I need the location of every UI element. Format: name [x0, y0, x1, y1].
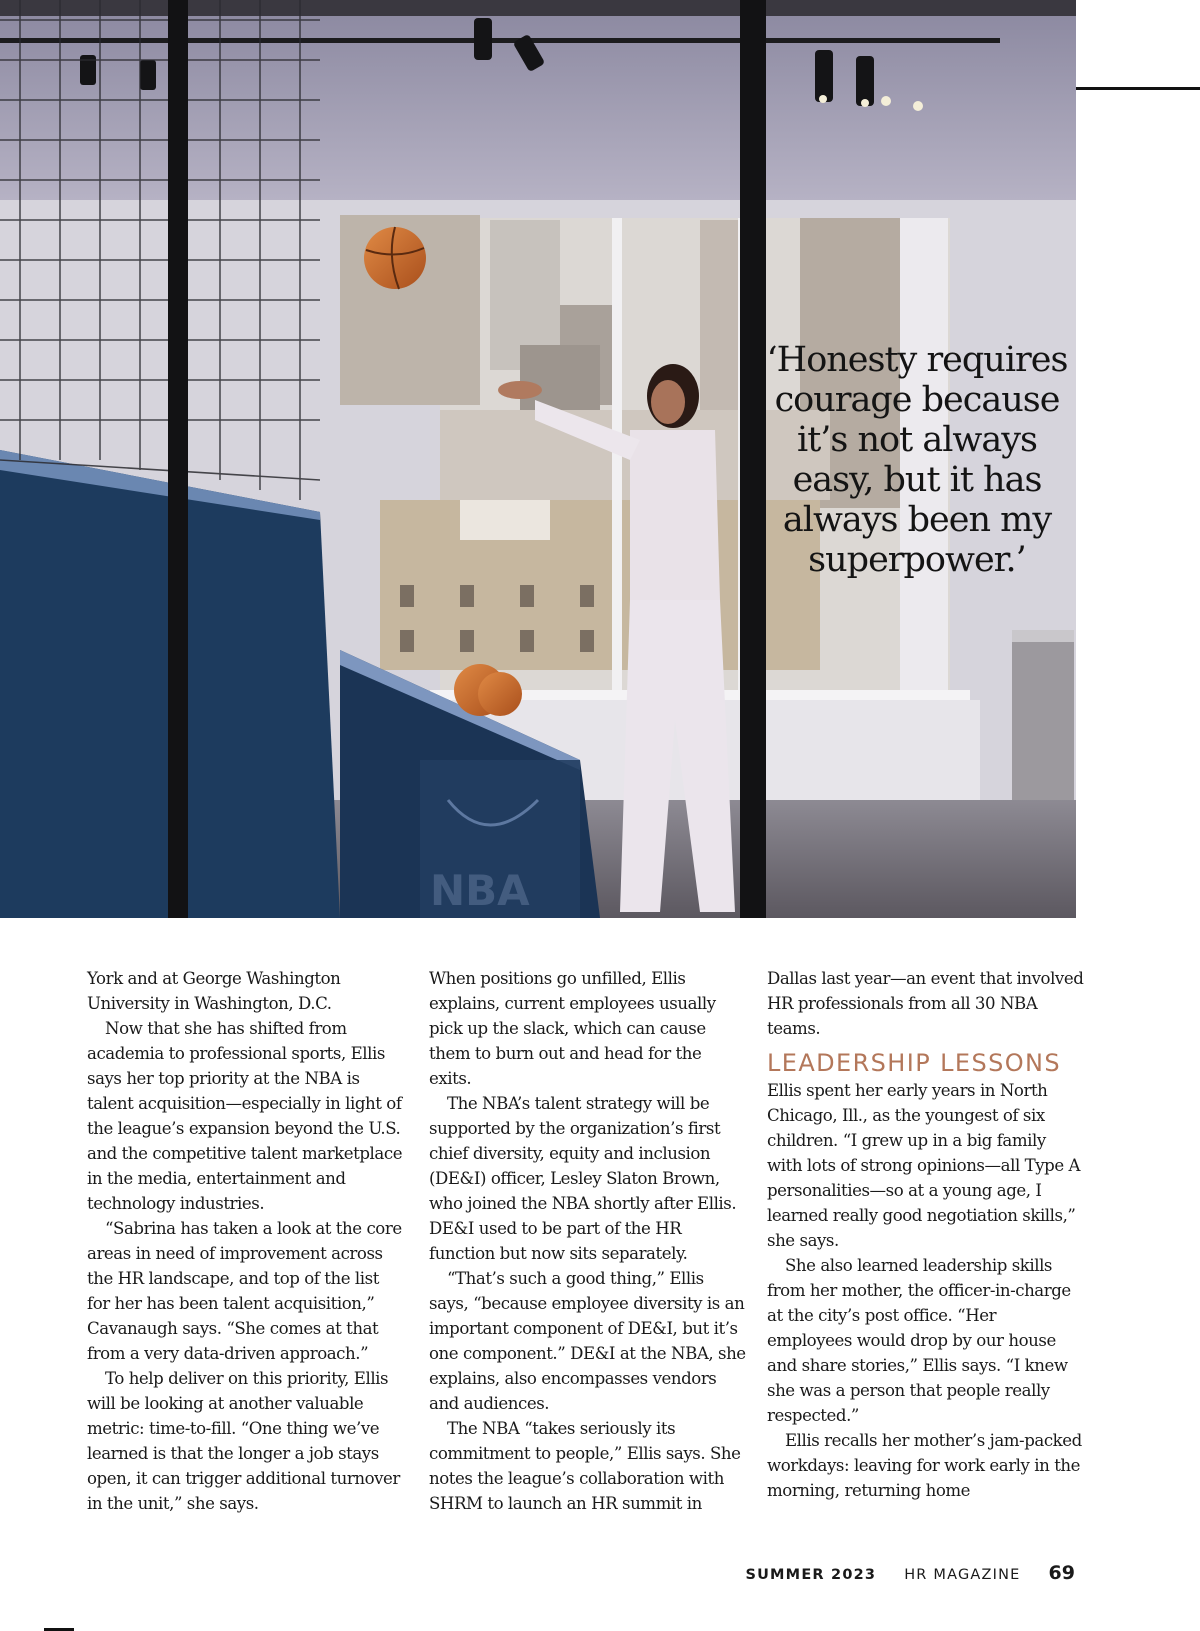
paragraph: “That’s such a good thing,” Ellis says, “because employee diversity is an important component of DE&I, but it’s one component.” DE&I at the NBA, she explains, also encompasses vendors and audiences.: [429, 1269, 746, 1413]
article-column-2: [429, 966, 747, 1516]
page-number: 69: [1048, 1562, 1075, 1584]
pull-quote: ‘Honesty requires courage because it’s not always easy, but it has always been my superpower.’: [766, 340, 1068, 580]
paragraph: York and at George Washington University in Washington, D.C.: [87, 969, 341, 1013]
article-column-3: [767, 966, 1085, 1503]
top-decorative-rule: [1076, 87, 1200, 90]
paragraph: The NBA’s talent strategy will be supported by the organization’s first chief diversity, equity and inclusion (DE&I) officer, Lesley Slaton Brown, who joined the NBA shortly after Ellis. DE&I used to be part of the HR function but now sits separately.: [429, 1094, 737, 1263]
paragraph: Now that she has shifted from academia to professional sports, Ellis says her top priority at the NBA is talent acquisition—especially in light of the league’s expansion beyond the U.S. and the competitive talent marketplace in the media, entertainment and technology industries.: [87, 1019, 403, 1213]
paragraph: Ellis spent her early years in North Chicago, Ill., as the youngest of six children. “I grew up in a big family with lots of strong opinions—all Type A personalities—so at a young age, I learned really good negotiation skills,” she says.: [767, 1081, 1081, 1250]
paragraph: The NBA “takes seriously its commitment to people,” Ellis says. She notes the league’s collaboration with SHRM to launch an HR summit in: [429, 1419, 741, 1513]
paragraph: To help deliver on this priority, Ellis will be looking at another valuable metric: time-to-fill. “One thing we’ve learned is that the longer a job stays open, it can trigger additional turnover in the unit,” she says.: [87, 1369, 400, 1513]
issue-date: SUMMER 2023: [745, 1567, 877, 1583]
page-footer: [745, 1562, 1075, 1584]
paragraph: Ellis recalls her mother’s jam-packed workdays: leaving for work early in the morning, returning home: [767, 1431, 1082, 1500]
paragraph: “Sabrina has taken a look at the core areas in need of improvement across the HR landscape, and top of the list for her has been talent acquisition,” Cavanaugh says. “She comes at that from a very data-driven approach.”: [87, 1219, 402, 1363]
paragraph: When positions go unfilled, Ellis explains, current employees usually pick up the slack, which can cause them to burn out and head for the exits.: [429, 969, 716, 1088]
paragraph: She also learned leadership skills from her mother, the officer-in-charge at the city’s post office. “Her employees would drop by our house and share stories,” Ellis says. “I knew she was a person that people really respected.”: [767, 1256, 1071, 1425]
section-heading: LEADERSHIP LESSONS: [767, 1049, 1062, 1077]
magazine-name: HR MAGAZINE: [904, 1567, 1021, 1583]
nba-machine-label: NBA: [430, 866, 530, 915]
article-column-1: [87, 966, 405, 1516]
paragraph: Dallas last year—an event that involved HR professionals from all 30 NBA teams.: [767, 969, 1084, 1038]
